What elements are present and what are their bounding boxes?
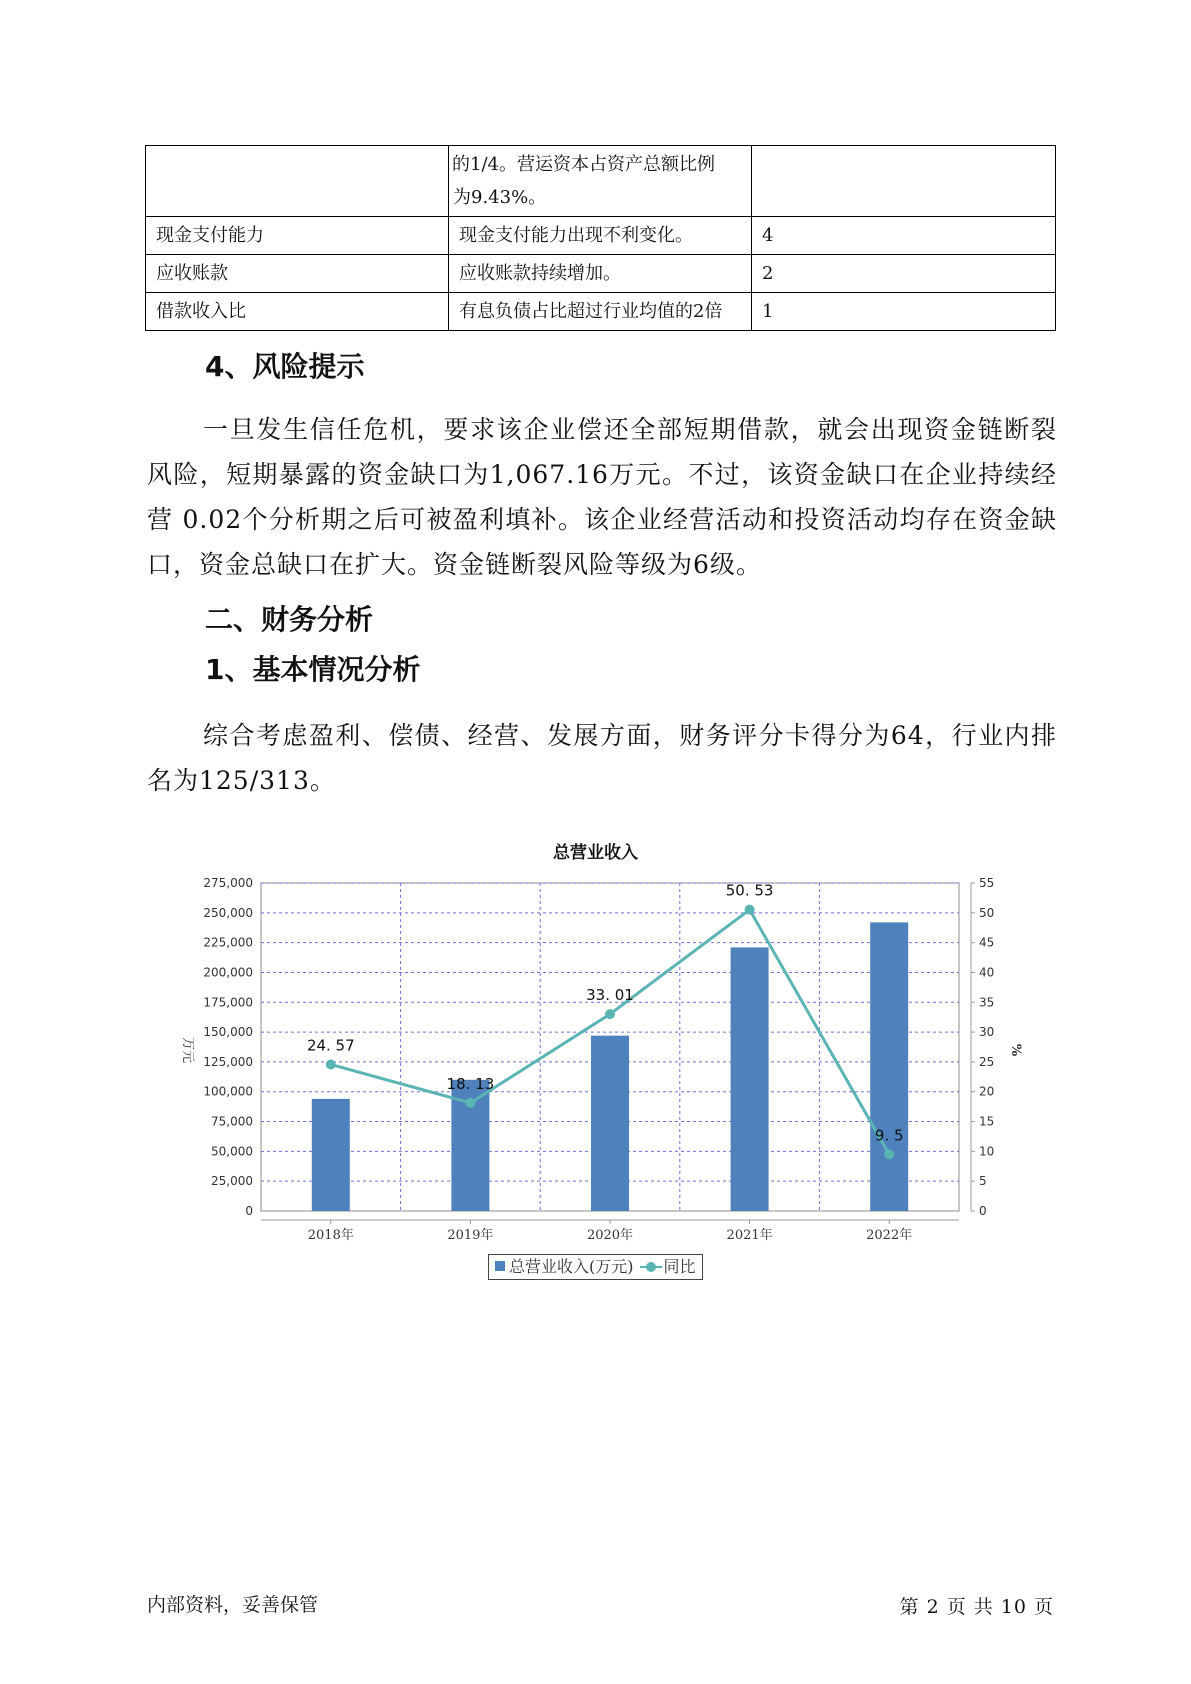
y-tick-label: 0 xyxy=(245,1204,253,1218)
table-row xyxy=(146,293,1056,331)
chart-legend xyxy=(488,1254,703,1280)
y2-tick-label: 0 xyxy=(979,1204,987,1218)
yoy-data-label: 9. 5 xyxy=(874,1126,904,1145)
chart-title: 总营业收入 xyxy=(553,843,638,863)
basic-paragraph: 综合考虑盈利、偿债、经营、发展方面，财务评分卡得分为64，行业内排名为125/313。 xyxy=(147,721,1057,795)
revenue-bar xyxy=(591,1036,629,1211)
yoy-point xyxy=(745,905,755,915)
y-tick-label: 100,000 xyxy=(203,1084,253,1099)
table-row xyxy=(146,255,1056,293)
y2-tick-label: 10 xyxy=(979,1144,995,1159)
y-tick-label: 75,000 xyxy=(211,1114,253,1129)
table-cell-level xyxy=(752,146,1056,217)
y2-axis-title: % xyxy=(1008,1043,1023,1057)
table-cell-item xyxy=(146,146,449,217)
x-tick-label: 2022年 xyxy=(866,1228,913,1243)
legend-bar-label: 总营业收入(万元) xyxy=(509,1257,634,1276)
table-cell-item: 借款收入比 xyxy=(146,293,449,331)
x-tick-label: 2018年 xyxy=(307,1228,354,1243)
table-cell-level: 4 xyxy=(752,217,1056,255)
footer-page-number: 第 2 页 共 10 页 xyxy=(899,1596,1054,1618)
yoy-point xyxy=(605,1009,615,1019)
y2-tick-label: 5 xyxy=(979,1174,987,1189)
legend-line-label: 同比 xyxy=(663,1257,696,1276)
x-tick-label: 2020年 xyxy=(586,1228,634,1243)
y-tick-label: 200,000 xyxy=(203,965,253,980)
table-cell-desc xyxy=(449,146,752,217)
revenue-bar xyxy=(870,922,908,1211)
legend-bar-swatch xyxy=(495,1261,505,1271)
yoy-data-label: 50. 53 xyxy=(725,881,774,900)
table-cell-item: 现金支付能力 xyxy=(146,217,449,255)
y-axis-title: 万元 xyxy=(180,1036,195,1064)
table-row xyxy=(146,146,1056,217)
table-cell-desc: 现金支付能力出现不利变化。 xyxy=(449,217,752,255)
table-cell-desc: 应收账款持续增加。 xyxy=(449,255,752,293)
desc-line: 为9.43%。 xyxy=(453,187,547,208)
table-cell-level: 1 xyxy=(752,293,1056,331)
y2-tick-label: 35 xyxy=(979,995,995,1010)
table-cell-level: 2 xyxy=(752,255,1056,293)
y-tick-label: 50,000 xyxy=(211,1144,253,1159)
y2-tick-label: 30 xyxy=(979,1025,995,1040)
y2-tick-label: 40 xyxy=(979,965,995,980)
table-cell-desc: 有息负债占比超过行业均值的2倍 xyxy=(449,293,752,331)
y2-tick-label: 50 xyxy=(979,905,995,920)
y-tick-label: 175,000 xyxy=(203,995,253,1010)
y-tick-label: 275,000 xyxy=(203,876,253,890)
y2-tick-label: 25 xyxy=(979,1054,995,1069)
yoy-point xyxy=(465,1098,475,1108)
yoy-data-label: 24. 57 xyxy=(306,1036,355,1055)
finance-heading: 二、财务分析 xyxy=(205,603,374,636)
y-tick-label: 250,000 xyxy=(203,905,253,920)
revenue-bar xyxy=(731,947,769,1211)
basic-heading: 1、基本情况分析 xyxy=(205,653,421,686)
risk-heading: 4、风险提示 xyxy=(205,350,365,383)
risk-table xyxy=(145,145,1056,331)
yoy-point xyxy=(326,1059,336,1069)
y2-tick-label: 15 xyxy=(979,1114,995,1129)
x-tick-label: 2021年 xyxy=(726,1228,773,1243)
revenue-bar xyxy=(312,1099,350,1211)
x-tick-label: 2019年 xyxy=(447,1228,494,1243)
y2-tick-label: 45 xyxy=(979,935,995,950)
footer-confidential: 内部资料，妥善保管 xyxy=(147,1594,319,1616)
desc-line: 的1/4。营运资本占资产总额比例 xyxy=(452,154,715,175)
y2-tick-label: 55 xyxy=(979,876,995,890)
y-tick-label: 125,000 xyxy=(203,1054,253,1069)
risk-paragraph: 一旦发生信任危机，要求该企业偿还全部短期借款，就会出现资金链断裂风险，短期暴露的资金缺口为1,067.16万元。不过，该资金缺口在企业持续经营 0.02个分析期之后可被盈利填补。该企业经营活动和投资活动均存在资金缺口，资金总缺口在扩大。资金链断裂风险等级为6级。 xyxy=(147,415,1057,579)
yoy-point xyxy=(884,1149,894,1159)
revenue-chart xyxy=(170,860,1030,1254)
y-tick-label: 225,000 xyxy=(203,935,253,950)
yoy-data-label: 18. 13 xyxy=(446,1074,495,1093)
y-tick-label: 25,000 xyxy=(211,1174,253,1189)
y-tick-label: 150,000 xyxy=(203,1025,253,1040)
table-cell-item: 应收账款 xyxy=(146,255,449,293)
legend-line-swatch xyxy=(640,1262,662,1272)
table-row xyxy=(146,217,1056,255)
yoy-data-label: 33. 01 xyxy=(586,986,634,1005)
y2-tick-label: 20 xyxy=(979,1084,995,1099)
